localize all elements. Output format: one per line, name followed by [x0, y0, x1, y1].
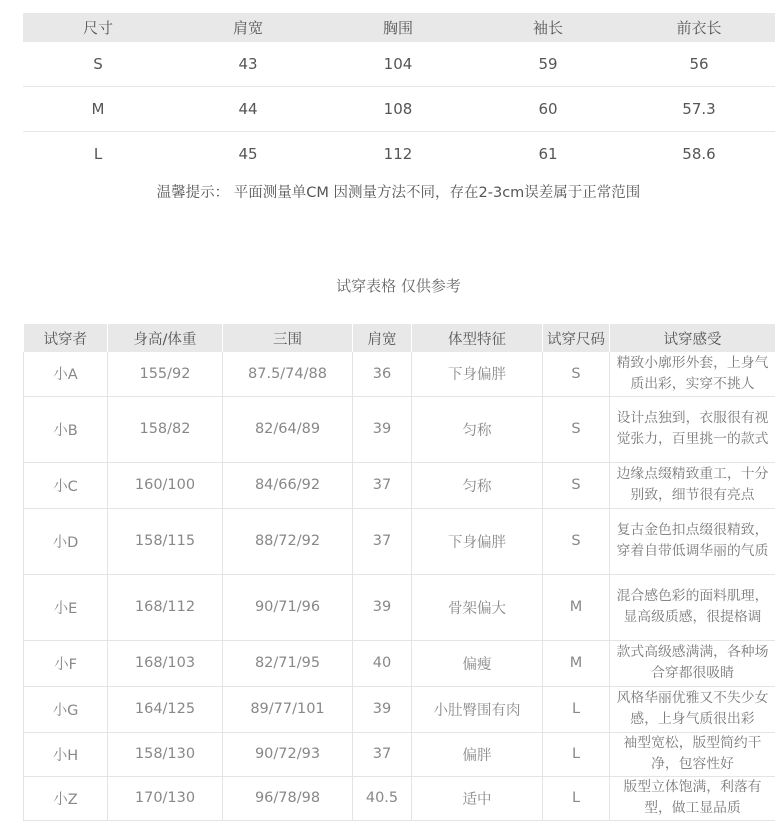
fit-header-cell: 肩宽 — [353, 324, 412, 352]
fit-table — [23, 324, 775, 821]
fit-cell: 158/82 — [108, 396, 223, 462]
fit-cell: 39 — [353, 574, 412, 640]
fit-cell: 小Z — [24, 776, 108, 820]
fit-feedback-cell: 款式高级感满满，各种场合穿都很吸睛 — [610, 640, 775, 686]
fit-feedback-cell: 边缘点缀精致重工，十分别致，细节很有亮点 — [610, 462, 775, 508]
size-header-cell: 尺寸 — [23, 13, 173, 42]
fit-cell: 88/72/92 — [223, 508, 353, 574]
fit-cell: 40.5 — [353, 776, 412, 820]
size-cell: M — [23, 87, 173, 132]
fit-cell: 小G — [24, 686, 108, 732]
fit-cell: 36 — [353, 352, 412, 396]
fit-cell: M — [543, 640, 610, 686]
fit-table-header — [24, 324, 775, 352]
fit-cell: 160/100 — [108, 462, 223, 508]
fit-cell: S — [543, 352, 610, 396]
fit-cell: 匀称 — [412, 462, 543, 508]
fit-header-cell: 试穿感受 — [610, 324, 775, 352]
fit-table-title: 试穿表格 仅供参考 — [336, 277, 461, 295]
fit-header-cell: 试穿者 — [24, 324, 108, 352]
fit-cell: 匀称 — [412, 396, 543, 462]
fit-cell: 168/103 — [108, 640, 223, 686]
fit-cell: 下身偏胖 — [412, 508, 543, 574]
fit-cell: 下身偏胖 — [412, 352, 543, 396]
fit-cell: 170/130 — [108, 776, 223, 820]
fit-cell: 偏瘦 — [412, 640, 543, 686]
fit-cell: S — [543, 508, 610, 574]
size-cell: 44 — [173, 87, 323, 132]
fit-cell: 82/71/95 — [223, 640, 353, 686]
size-cell: L — [93, 145, 103, 163]
fit-cell: 小C — [24, 462, 108, 508]
fit-table-row — [24, 686, 775, 732]
fit-table-row — [24, 574, 775, 640]
size-table-row — [23, 132, 775, 177]
fit-cell: 39 — [353, 686, 412, 732]
fit-cell: L — [543, 686, 610, 732]
fit-cell: 偏胖 — [412, 732, 543, 776]
fit-cell: S — [543, 462, 610, 508]
fit-header-cell: 三围 — [223, 324, 353, 352]
fit-cell: 小H — [24, 732, 108, 776]
fit-cell: 40 — [353, 640, 412, 686]
fit-header-cell: 试穿尺码 — [543, 324, 610, 352]
fit-cell: L — [543, 776, 610, 820]
fit-cell: 小F — [24, 640, 108, 686]
fit-feedback-cell: 风格华丽优雅又不失少女感，上身气质很出彩 — [610, 686, 775, 732]
fit-cell: 168/112 — [108, 574, 223, 640]
size-cell: 112 — [383, 145, 413, 163]
size-cell: 61 — [538, 145, 558, 163]
fit-cell: 39 — [353, 396, 412, 462]
fit-feedback-cell: 精致小廓形外套，上身气质出彩，实穿不挑人 — [610, 352, 775, 396]
fit-cell: 84/66/92 — [223, 462, 353, 508]
size-cell: 56 — [623, 42, 775, 87]
fit-table-row — [24, 462, 775, 508]
fit-cell: 小D — [24, 508, 108, 574]
fit-cell: 37 — [353, 462, 412, 508]
size-header-cell: 肩宽 — [173, 13, 323, 42]
size-cell: 43 — [173, 42, 323, 87]
fit-cell: 小肚臀围有肉 — [412, 686, 543, 732]
fit-cell: 155/92 — [108, 352, 223, 396]
fit-cell: L — [543, 732, 610, 776]
size-cell: 104 — [323, 42, 473, 87]
fit-cell: 骨架偏大 — [412, 574, 543, 640]
fit-cell: 158/115 — [108, 508, 223, 574]
size-header-cell: 胸围 — [323, 13, 473, 42]
fit-cell: 37 — [353, 732, 412, 776]
fit-table-row — [24, 352, 775, 396]
fit-header-cell: 身高/体重 — [108, 324, 223, 352]
size-table-row — [23, 87, 775, 132]
fit-feedback-cell: 设计点独到，衣服很有视觉张力，百里挑一的款式 — [610, 396, 775, 462]
fit-table-row — [24, 640, 775, 686]
fit-table-row — [24, 776, 775, 820]
fit-cell: S — [543, 396, 610, 462]
fit-table-row — [24, 396, 775, 462]
measurement-tip: 温馨提示： 平面测量单CM 因测量方法不同，存在2-3cm误差属于正常范围 — [156, 185, 641, 201]
size-cell: 108 — [323, 87, 473, 132]
size-table-header — [23, 13, 775, 42]
size-cell: 59 — [473, 42, 623, 87]
fit-feedback-cell: 版型立体饱满，利落有型，做工显品质 — [610, 776, 775, 820]
fit-table-row — [24, 732, 775, 776]
size-cell: 57.3 — [623, 87, 775, 132]
size-cell: 58.6 — [682, 145, 716, 163]
size-table — [23, 13, 775, 176]
fit-table-row — [24, 508, 775, 574]
fit-cell: 小E — [24, 574, 108, 640]
size-cell: 60 — [473, 87, 623, 132]
fit-cell: 小A — [24, 352, 108, 396]
size-header-cell: 前衣长 — [623, 13, 775, 42]
size-table-row — [23, 42, 775, 87]
fit-cell: 90/72/93 — [223, 732, 353, 776]
fit-cell: 37 — [353, 508, 412, 574]
fit-feedback-cell: 混合感色彩的面料肌理，显高级质感，很提格调 — [610, 574, 775, 640]
size-cell: 45 — [238, 145, 258, 163]
fit-cell: 158/130 — [108, 732, 223, 776]
fit-cell: 82/64/89 — [223, 396, 353, 462]
fit-cell: 96/78/98 — [223, 776, 353, 820]
fit-feedback-cell: 复古金色扣点缀很精致，穿着自带低调华丽的气质 — [610, 508, 775, 574]
fit-cell: 90/71/96 — [223, 574, 353, 640]
fit-cell: M — [543, 574, 610, 640]
fit-cell: 89/77/101 — [223, 686, 353, 732]
fit-cell: 适中 — [412, 776, 543, 820]
fit-feedback-cell: 袖型宽松，版型简约干净，包容性好 — [610, 732, 775, 776]
fit-cell: 小B — [24, 396, 108, 462]
fit-cell: 164/125 — [108, 686, 223, 732]
fit-cell: 87.5/74/88 — [223, 352, 353, 396]
fit-header-cell: 体型特征 — [412, 324, 543, 352]
size-cell: S — [23, 42, 173, 87]
size-header-cell: 袖长 — [473, 13, 623, 42]
